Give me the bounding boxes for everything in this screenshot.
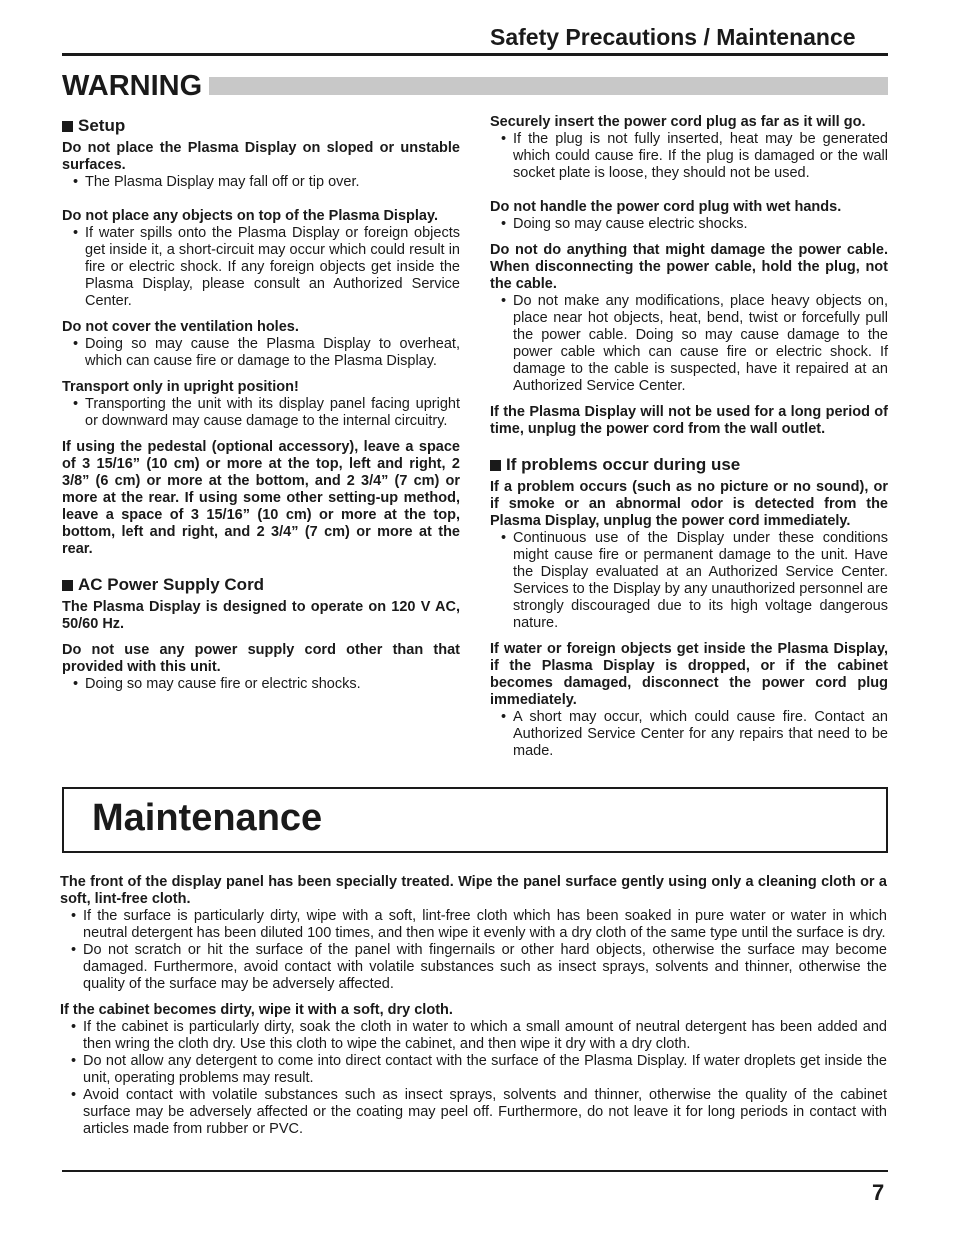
setup-rule-4-item xyxy=(62,396,460,430)
page-number: 7 xyxy=(872,1180,885,1205)
bullet-text: Continuous use of the Display under these conditions might cause fire or permanent damage to the unit. Have the Display evaluated at an Authorized Service Center. Services to the Display by any unauthorized personnel are strongly discouraged due to its high voltage dangerous nature. xyxy=(513,530,888,631)
maintenance-rule-1-item xyxy=(60,908,887,942)
maintenance-rule-1-item xyxy=(60,942,887,993)
power-cable-rule: Do not do anything that might damage the power cable. When disconnecting the power cable, hold the plug, not the cable. xyxy=(490,242,888,292)
bottom-rule xyxy=(62,1170,888,1172)
ac-rule-1: The Plasma Display is designed to operate on 120 V AC, 50/60 Hz. xyxy=(62,599,460,632)
bullet-dot: • xyxy=(501,131,507,147)
bullet-text: If the surface is particularly dirty, wipe with a soft, lint-free cloth which has been soaked in pure water or water in which neutral detergent has been diluted 100 times, and then wipe it evenly with a dry cloth of the same type until the surface is dry. xyxy=(83,908,887,941)
unplug-rule: If the Plasma Display will not be used for a long period of time, unplug the power cord from the wall outlet. xyxy=(490,404,888,437)
bullet-dot: • xyxy=(73,396,79,412)
maintenance-title-box xyxy=(62,787,888,853)
bullet-dot: • xyxy=(71,1019,77,1035)
maintenance-title: Maintenance xyxy=(92,797,323,839)
setup-rule-4: Transport only in upright position! xyxy=(62,379,299,395)
warning-heading: WARNING xyxy=(62,70,203,102)
bullet-text: Doing so may cause electric shocks. xyxy=(513,216,748,232)
bullet-dot: • xyxy=(71,1053,77,1069)
maintenance-rule-2-item xyxy=(60,1087,887,1138)
power-cable-rule-item xyxy=(490,293,888,395)
top-rule xyxy=(62,53,888,56)
bullet-text: If water spills onto the Plasma Display or foreign objects get inside it, a short-circuit may occur which could result in fire or electric shock. If any foreign objects get inside the Plasma Display, please consult an Authorized Service Center. xyxy=(85,225,460,309)
ac-power-heading xyxy=(62,575,460,595)
bullet-text: Do not make any modifications, place heavy objects on, place near hot objects, heat, bend, twist or forcefully pull the power cable. Doing so may cause damage to the power cable which can cause fire or electric shock. If damage to the cable is suspected, have it repaired at an Authorized Service Center. xyxy=(513,293,888,394)
warning-bar xyxy=(209,77,888,95)
ac-power-heading-label: AC Power Supply Cord xyxy=(78,575,265,594)
bullet-text: A short may occur, which could cause fire. Contact an Authorized Service Center for any repairs that need to be made. xyxy=(513,709,888,759)
setup-rule-5: If using the pedestal (optional accessory), leave a space of 3 15/16” (10 cm) or more at the top, left and right, 2 3/8” (6 cm) or more at the bottom, and 2 3/4” (7 cm) or more at the rear. If using some other setting-up method, leave a space of 3 15/16” (10 cm) or more at the top, bottom, left and right, and 2 3/4” (7 cm) or more at the rear. xyxy=(62,439,460,557)
maintenance-rule-2: If the cabinet becomes dirty, wipe it with a soft, dry cloth. xyxy=(60,1002,453,1018)
problems-rule-2-item xyxy=(490,709,888,760)
setup-heading-label: Setup xyxy=(78,116,126,135)
bullet-dot: • xyxy=(501,709,507,725)
bullet-text: Do not scratch or hit the surface of the panel with fingernails or other hard objects, otherwise the surface may become damaged. Furthermore, avoid contact with volatile substances such as insect sprays, solvents and thinner, otherwise the quality of the surface may be adversely affected. xyxy=(83,942,887,992)
plug-rule: Securely insert the power cord plug as far as it will go. xyxy=(490,114,866,130)
bullet-text: Avoid contact with volatile substances such as insect sprays, solvents and thinner, otherwise the quality of the cabinet surface may be adversely affected or the coating may peel off. Furthermore, do not leave it for long periods in contact with articles made from rubber or PVC. xyxy=(83,1087,887,1137)
page-header-title: Safety Precautions / Maintenance xyxy=(490,24,856,50)
square-bullet-icon xyxy=(62,121,73,132)
setup-rule-2-item xyxy=(62,225,460,310)
wet-hands-rule-item xyxy=(490,216,888,233)
ac-rule-2-item xyxy=(62,676,460,693)
bullet-text: If the plug is not fully inserted, heat may be generated which could cause fire. If the plug is damaged or the wall socket plate is loose, they should not be used. xyxy=(513,131,888,181)
problems-rule-2: If water or foreign objects get inside the Plasma Display, if the Plasma Display is dropped, or if the cabinet becomes damaged, disconnect the power cord plug immediately. xyxy=(490,641,888,708)
setup-rule-2: Do not place any objects on top of the Plasma Display. xyxy=(62,208,438,224)
warning-right-column xyxy=(490,114,888,760)
setup-rule-1-item xyxy=(62,174,460,191)
maintenance-rule-2-item xyxy=(60,1053,887,1087)
bullet-dot: • xyxy=(501,530,507,546)
problems-heading xyxy=(490,455,888,475)
maintenance-body xyxy=(60,874,887,1138)
setup-rule-1: Do not place the Plasma Display on sloped or unstable surfaces. xyxy=(62,140,460,173)
setup-rule-3-item xyxy=(62,336,460,370)
maintenance-rule-1: The front of the display panel has been specially treated. Wipe the panel surface gently using only a cleaning cloth or a soft, lint-free cloth. xyxy=(60,874,887,907)
problems-rule-1-item xyxy=(490,530,888,632)
square-bullet-icon xyxy=(62,580,73,591)
wet-hands-rule: Do not handle the power cord plug with wet hands. xyxy=(490,199,842,215)
bullet-text: Doing so may cause the Plasma Display to overheat, which can cause fire or damage to the Plasma Display. xyxy=(85,336,460,369)
bullet-dot: • xyxy=(501,293,507,309)
bullet-text: Transporting the unit with its display panel facing upright or downward may cause damage to the internal circuitry. xyxy=(85,396,460,429)
bullet-text: Doing so may cause fire or electric shocks. xyxy=(85,676,361,692)
bullet-text: If the cabinet is particularly dirty, soak the cloth in water to which a small amount of neutral detergent has been added and then wring the cloth dry. Use this cloth to wipe the cabinet, and then wipe it dry with a dry cloth. xyxy=(83,1019,887,1052)
square-bullet-icon xyxy=(490,460,501,471)
setup-rule-3: Do not cover the ventilation holes. xyxy=(62,319,299,335)
setup-heading xyxy=(62,116,460,136)
warning-left-column xyxy=(62,116,460,693)
bullet-dot: • xyxy=(73,174,79,190)
bullet-text: Do not allow any detergent to come into direct contact with the surface of the Plasma Display. If water droplets get inside the unit, operating problems may result. xyxy=(83,1053,887,1086)
maintenance-rule-2-item xyxy=(60,1019,887,1053)
bullet-text: The Plasma Display may fall off or tip over. xyxy=(85,174,360,190)
bullet-dot: • xyxy=(71,908,77,924)
bullet-dot: • xyxy=(71,942,77,958)
bullet-dot: • xyxy=(73,336,79,352)
bullet-dot: • xyxy=(73,225,79,241)
plug-rule-item xyxy=(490,131,888,182)
bullet-dot: • xyxy=(71,1087,77,1103)
problems-heading-label: If problems occur during use xyxy=(506,455,741,474)
problems-rule-1: If a problem occurs (such as no picture or no sound), or if smoke or an abnormal odor is detected from the Plasma Display, unplug the power cord immediately. xyxy=(490,479,888,529)
bullet-dot: • xyxy=(501,216,507,232)
bullet-dot: • xyxy=(73,676,79,692)
ac-rule-2: Do not use any power supply cord other than that provided with this unit. xyxy=(62,642,460,675)
